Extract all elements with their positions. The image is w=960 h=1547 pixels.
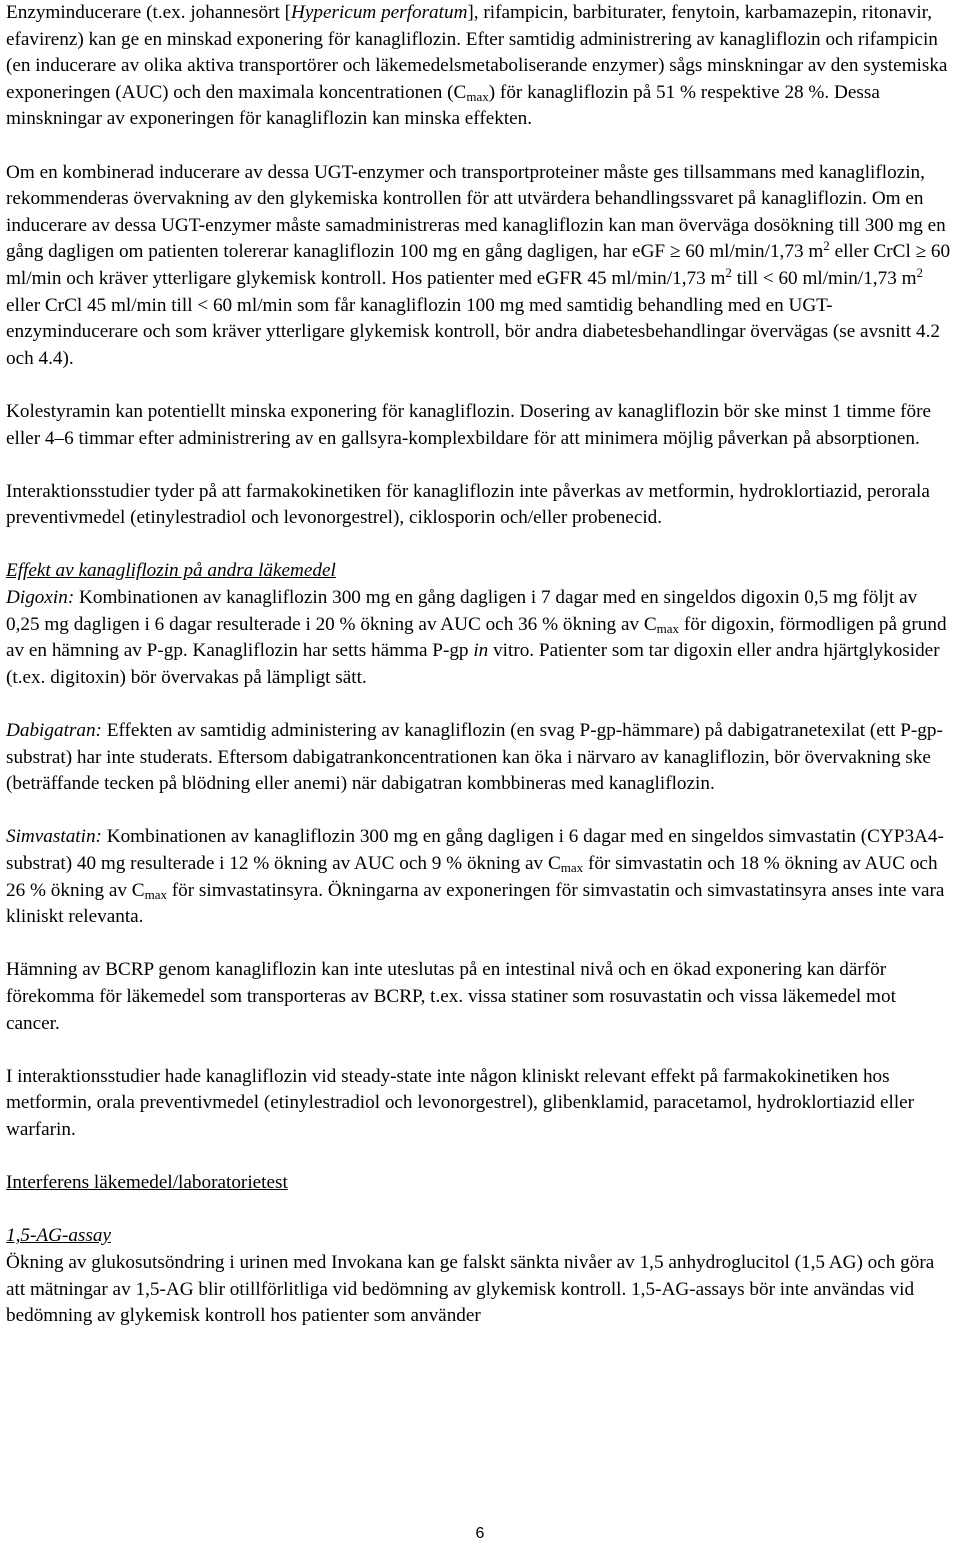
text-segment: till < 60 ml/min/1,73 m [731,267,917,289]
subsection-heading-assay: 1,5-AG-assay [6,1225,111,1247]
text-segment: ], rifampicin, barbiturater, fenytoin, karbamazepin, ritonavir, efavirenz) kan ge en minskad exponering för kanagliflozin. Efter samtidig administrering av kanagliflozin och rifampicin (en inducerare av olika aktiva transportörer och läkemedelsmetaboliserande enzymer) sågs minskningar av den systemiska exponeringen (AUC) och den maximala koncentrationen (C [6,2,948,103]
subscript: max [656,620,680,636]
paragraph-kolestyramin: Kolestyramin kan potentiellt minska exponering för kanagliflozin. Dosering av kanagliflozin bör ske minst 1 timme före eller 4–6 timmar efter administrering av en gallsyra-komplexbildare för att minimera möjlig påverkan på absorptionen. [6,400,932,449]
page-number: 6 [475,1525,485,1542]
document-page [6,0,954,1330]
subscript: max [560,860,584,875]
text-segment: för simvastatinsyra. Ökningarna av exponeringen för simvastatin och simvastatinsyra anses inte vara kliniskt relevanta. [6,879,945,928]
text-segment: Enzyminducerare (t.ex. johannesört [ [6,2,292,23]
subscript: max [144,886,167,902]
text-segment: vitro. Patienter som tar digoxin eller andra hjärtglykosider (t.ex. digitoxin) bör övervakas på lämpligt sätt. [6,640,940,688]
paragraph-assay: Ökning av glukosutsöndring i urinen med Invokana kan ge falskt sänkta nivåer av 1,5 anhydroglucitol (1,5 AG) och göra att mätningar av 1,5-AG blir otillförlitliga vid bedömning av glykemisk kontroll. 1,5-AG-assays bör inte användas vid bedömning av glykemisk kontroll hos patienter som använder [6,1251,935,1327]
text-segment: för digoxin, förmodligen på grund av en hämning av P-gp. Kanagliflozin har setts hämma P-gp [6,613,947,662]
latin-name: Hypericum perforatum [291,2,468,23]
section-heading-effects: Effekt av kanagliflozin på andra läkemedel [6,560,336,582]
paragraph-ugt-inducers [6,160,954,373]
superscript: 2 [823,238,830,254]
italic-word: in [473,640,489,662]
paragraph-simvastatin [6,824,954,930]
paragraph-steady-state: I interaktionsstudier hade kanagliflozin vid steady-state inte någon kliniskt relevant effekt på farmakokinetiken hos metformin, orala preventivmedel (etinylestradiol och levonorgestrel), glibenklamid, paracetamol, hydroklortiazid eller warfarin. [6,1065,915,1140]
drug-label: Simvastatin: [6,826,102,848]
text-segment: Effekten av samtidig administering av kanagliflozin (en svag P-gp-hämmare) på dabigatranetexilat (ett P-gp-substrat) har inte studerats. Eftersom dabigatrankoncentrationen kan öka i närvaro av kanagliflozin, bör övervakning ske (beträffande tecken på blödning eller anemi) när dabigatran kombbineras med kanagliflozin. [6,720,943,795]
superscript: 2 [725,264,732,280]
text-segment: Om en kombinerad inducerare av dessa UGT-enzymer och transportproteiner måste ges tillsammans med kanagliflozin, rekommenderas övervakning av den glykemiska kontrollen för att utvärdera behandlingssvaret på kanagliflozin. Om en inducerare av dessa UGT-enzymer måste samadministreras med kanagliflozin kan man överväga dosökning till 300 mg en gång dagligen om patienten tolererar kanagliflozin 100 mg en gång dagligen, har eGF ≥ 60 ml/min/1,73 m [6,161,946,263]
paragraph-dabigatran [6,718,954,798]
paragraph-enzyme-inducers [6,0,954,133]
text-segment: ) för kanagliflozin på 51 % respektive 28 %. Dessa minskningar av exponeringen för kanagliflozin kan minska effekten. [6,81,880,130]
text-segment: eller CrCl ≥ 60 ml/min och kräver ytterligare glykemisk kontroll. Hos patienter med eGFR 45 ml/min/1,73 m [6,241,951,289]
text-segment: för simvastatin och 18 % ökning av AUC och 26 % ökning av C [6,853,938,901]
text-segment: Kombinationen av kanagliflozin 300 mg en gång dagligen i 7 dagar med en singeldos digoxin 0,5 mg följt av 0,25 mg dagligen i 6 dagar resulterade i 20 % ökning av AUC och 36 % ökning av C [6,587,918,635]
paragraph-bcrp: Hämning av BCRP genom kanagliflozin kan inte uteslutas på en intestinal nivå och en ökad exponering kan därför förekomma för läkemedel som transporteras av BCRP, t.ex. vissa statiner som rosuvastatin och vissa läkemedel mot cancer. [6,959,896,1034]
paragraph-interaction-studies: Interaktionsstudier tyder på att farmakokinetiken för kanagliflozin inte påverkas av metformin, hydroklortiazid, perorala preventivmedel (etinylestradiol och levonorgestrel), ciklosporin och/eller probenecid. [6,480,930,529]
drug-label: Dabigatran: [6,720,102,742]
paragraph-digoxin [6,585,954,691]
subscript: max [466,88,489,104]
section-heading-interference: Interferens läkemedel/laboratorietest [6,1172,288,1194]
text-segment: eller CrCl 45 ml/min till < 60 ml/min som får kanagliflozin 100 mg med samtidig behandling med en UGT-enzyminducerare och som kräver ytterligare glykemisk kontroll, bör andra diabetesbehandlingar övervägas (se avsnitt 4.2 och 4.4). [6,294,941,369]
text-segment: Kombinationen av kanagliflozin 300 mg en gång dagligen i 6 dagar med en singeldos simvastatin (CYP3A4-substrat) 40 mg resulterade i 12 % ökning av AUC och 9 % ökning av C [6,826,944,874]
drug-label: Digoxin: [6,587,75,609]
superscript: 2 [916,264,924,280]
